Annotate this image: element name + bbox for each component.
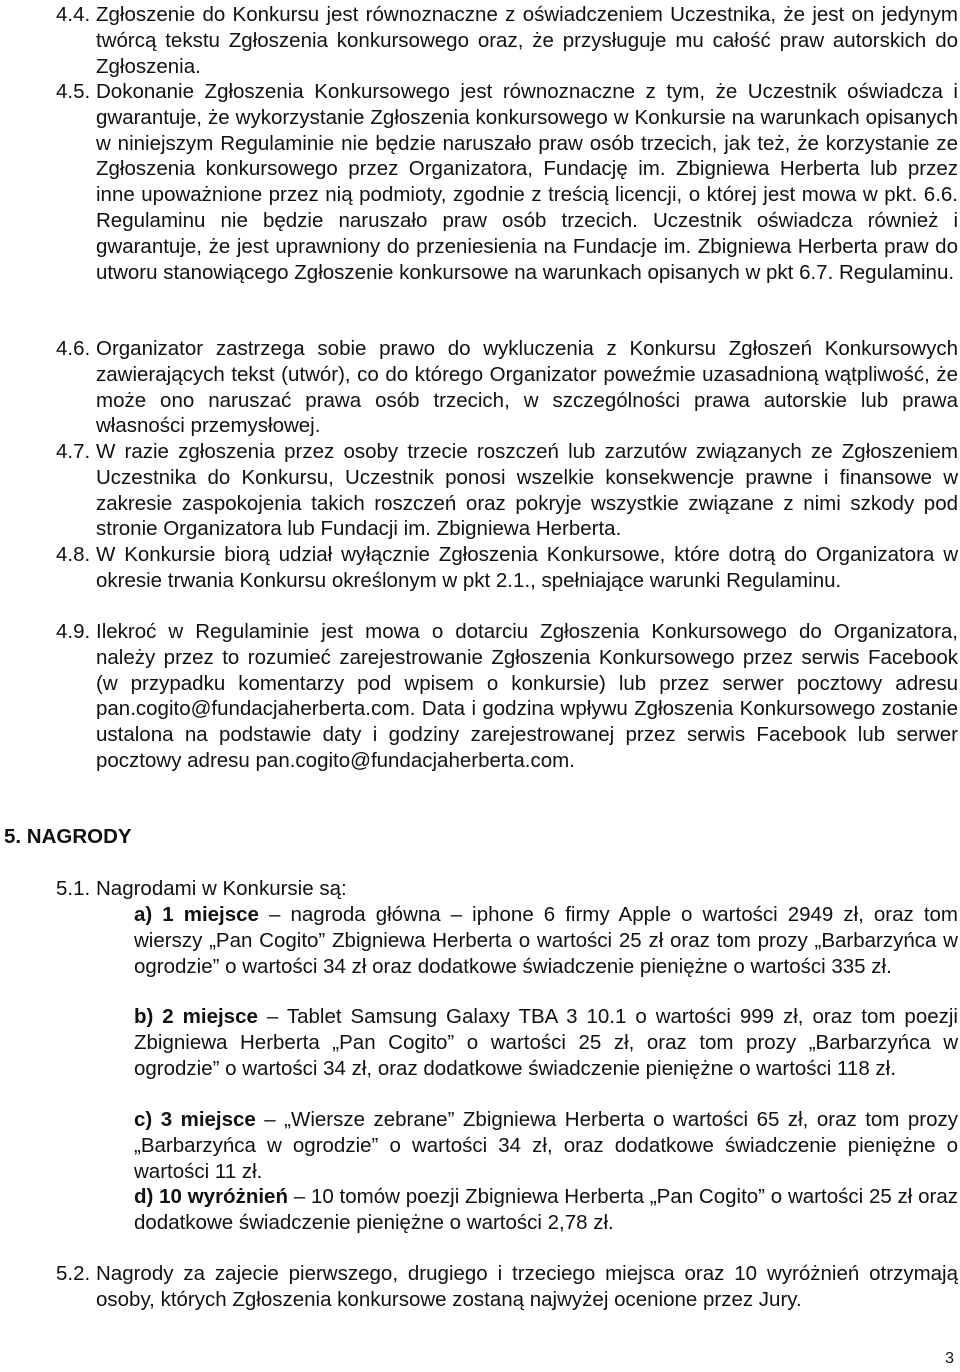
prize-first [134, 902, 958, 979]
clause-text: W Konkursie biorą udział wyłącznie Zgłoszenia Konkursowe, które dotrą do Organizatora w okresie trwania Konkursu określonym w pkt 2.1., spełniające warunki Regulaminu. [96, 543, 958, 592]
clause-number: 5.1. [56, 877, 91, 900]
clause-text: Ilekroć w Regulaminie jest mowa o dotarciu Zgłoszenia Konkursowego do Organizatora, należy przez to rozumieć zarejestrowanie Zgłoszenia Konkursowego przez serwis Facebook (w przypadku komentarzy pod wpisem o konkursie) lub przez serwer pocztowy adresu pan.cogito@fundacjaherberta.com. Data i godzina wpływu Zgłoszenia Konkursowego zostanie ustalona na podstawie daty i godziny zarejestrowanej przez serwis Facebook lub serwer pocztowy adresu pan.cogito@fundacjaherberta.com. [96, 620, 958, 772]
clause-number: 4.8. [56, 543, 91, 566]
clause-text: Nagrodami w Konkursie są: [96, 877, 347, 900]
clause-4-9 [56, 619, 958, 774]
clause-text: Zgłoszenie do Konkursu jest równoznaczne z oświadczeniem Uczestnika, że jest on jedynym twórcą tekstu Zgłoszenia konkursowego oraz, że przysługuje mu całość praw autorskich do Zgłoszenia. [96, 3, 958, 78]
clause-text: W razie zgłoszenia przez osoby trzecie roszczeń lub zarzutów związanych ze Zgłoszeniem Uczestnika do Konkursu, Uczestnik ponosi wszelkie konsekwencje prawne i finansowe w zakresie zaspokojenia takich roszczeń oraz pokryje wszystkie związane z nimi szkody pod stronie Organizatora lub Fundacji im. Zbigniewa Herberta. [96, 440, 958, 541]
clause-number: 5.2. [56, 1262, 91, 1285]
prize-label: a) 1 miejsce [134, 903, 259, 926]
clause-text: Organizator zastrzega sobie prawo do wykluczenia z Konkursu Zgłoszeń Konkursowych zawierających tekst (utwór), co do którego Organizator poweźmie uzasadnioną wątpliwość, że może ono naruszać prawa osób trzecich, w szczególności prawa autorskie lub prawa własności przemysłowej. [96, 337, 958, 438]
clause-number: 4.5. [56, 80, 91, 103]
clause-number: 4.6. [56, 337, 91, 360]
clause-number: 4.4. [56, 3, 91, 26]
clause-text: Nagrody za zajecie pierwszego, drugiego i trzeciego miejsca oraz 10 wyróżnień otrzymają osoby, których Zgłoszenia konkursowe zostaną najwyżej ocenione przez Jury. [96, 1262, 958, 1311]
prize-label: b) 2 miejsce [134, 1005, 258, 1028]
clause-4-7 [56, 439, 958, 542]
page-number: 3 [945, 1350, 954, 1367]
prize-text: – „Wiersze zebrane” Zbigniewa Herberta o wartości 65 zł, oraz tom prozy „Barbarzyńca w ogrodzie” o wartości 34 zł, oraz dodatkowe świadczenie pieniężne o wartości 11 zł. [134, 1108, 958, 1183]
clause-4-8 [56, 542, 958, 594]
clause-number: 4.9. [56, 620, 91, 643]
prize-honorable [134, 1184, 958, 1236]
clause-5-2 [56, 1261, 958, 1313]
prize-label: d) 10 wyróżnień [134, 1185, 288, 1208]
prize-text: – nagroda główna – iphone 6 firmy Apple o wartości 2949 zł, oraz tom wierszy „Pan Cogito” Zbigniewa Herberta o wartości 25 zł oraz tom prozy „Barbarzyńca w ogrodzie” o wartości 34 zł oraz dodatkowe świadczenie pieniężne o wartości 335 zł. [134, 903, 958, 978]
prize-text: – 10 tomów poezji Zbigniewa Herberta „Pan Cogito” o wartości 25 zł oraz dodatkowe świadczenie pieniężne o wartości 2,78 zł. [134, 1185, 959, 1234]
clause-4-5 [56, 79, 958, 285]
prize-third [134, 1107, 958, 1184]
prize-text: – Tablet Samsung Galaxy TBA 3 10.1 o wartości 999 zł, oraz tom poezji Zbigniewa Herberta „Pan Cogito” o wartości 25 zł, oraz tom prozy „Barbarzyńca w ogrodzie” o wartości 34 zł, oraz dodatkowe świadczenie pieniężne o wartości 118 zł. [134, 1005, 958, 1080]
clause-5-1 [56, 876, 958, 902]
section-heading: 5. NAGRODY [4, 825, 132, 848]
prize-label: c) 3 miejsce [134, 1108, 256, 1131]
clause-text: Dokonanie Zgłoszenia Konkursowego jest równoznaczne z tym, że Uczestnik oświadcza i gwarantuje, że wykorzystanie Zgłoszenia konkursowego w Konkursie na warunkach opisanych w niniejszym Regulaminie nie będzie naruszało praw osób trzecich, jak też, że korzystanie ze Zgłoszenia konkursowego przez Organizatora, Fundację im. Zbigniewa Herberta lub przez inne upoważnione przez nią podmioty, zgodnie z treścią licencji, o której jest mowa w pkt. 6.6. Regulaminu nie będzie naruszało praw osób trzecich. Uczestnik oświadcza również i gwarantuje, że jest uprawniony do przeniesienia na Fundacje im. Zbigniewa Herberta praw do utworu stanowiącego Zgłoszenie konkursowe na warunkach opisanych w pkt 6.7. Regulaminu. [96, 80, 958, 284]
clause-number: 4.7. [56, 440, 91, 463]
clause-4-6 [56, 336, 958, 439]
prize-second [134, 1004, 958, 1081]
clause-4-4 [56, 2, 958, 79]
